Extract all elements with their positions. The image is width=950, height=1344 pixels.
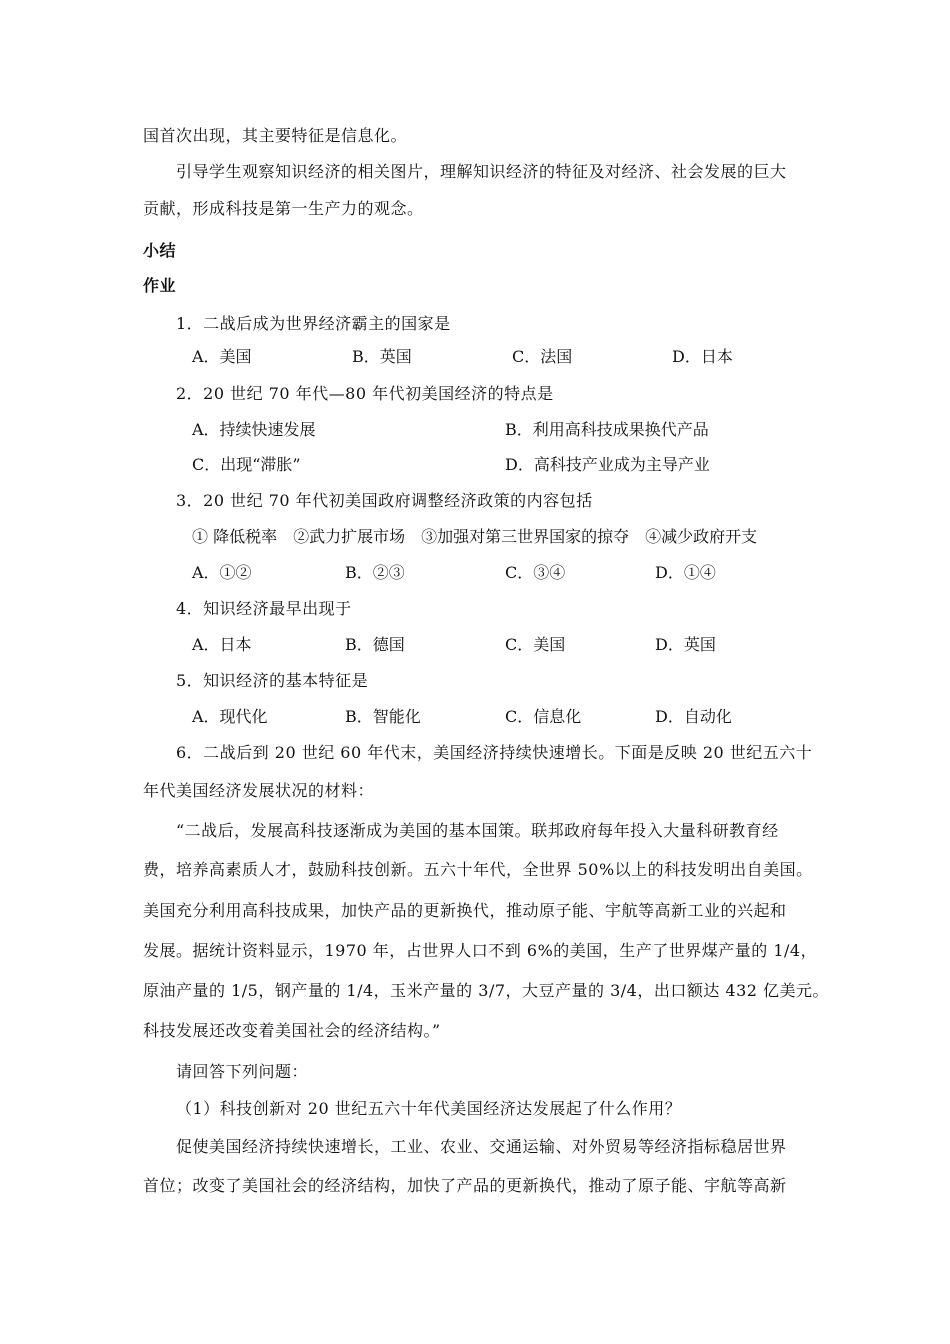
q2-option-c: C．出现“滞胀” [192, 455, 301, 474]
q3-option-a: A．①② [192, 563, 252, 582]
material-line: 原油产量的 1/5，钢产量的 1/4，玉米产量的 3/7，大豆产量的 3/4，出口额达 432 亿美元。 [143, 981, 830, 1000]
q3-option-c: C．③④ [505, 563, 566, 582]
q5-option-b: B．智能化 [345, 707, 421, 726]
question-1-stem: 1．二战后成为世界经济霸主的国家是 [176, 314, 451, 333]
q3-items: ① 降低税率 ②武力扩展市场 ③加强对第三世界国家的掠夺 ④减少政府开支 [192, 527, 758, 546]
material-line: 美国充分利用高科技成果，加快产品的更新换代，推动原子能、宇航等高新工业的兴起和 [143, 901, 787, 920]
summary-heading: 小结 [143, 241, 177, 260]
answer-line: 首位；改变了美国社会的经济结构，加快了产品的更新换代，推动了原子能、宇航等高新 [143, 1176, 787, 1195]
question-6-stem: 6．二战后到 20 世纪 60 年代末，美国经济持续快速增长。下面是反映 20 世纪五六十 [176, 743, 813, 762]
question-2-stem: 2．20 世纪 70 年代—80 年代初美国经济的特点是 [176, 384, 554, 403]
material-line: “二战后，发展高科技逐渐成为美国的基本国策。联邦政府每年投入大量科研教育经 [176, 821, 779, 840]
q1-option-a: A．美国 [192, 347, 252, 366]
q1-option-c: C．法国 [512, 347, 573, 366]
q5-option-a: A．现代化 [192, 707, 268, 726]
q4-option-b: B．德国 [345, 635, 405, 654]
q2-option-b: B．利用高科技成果换代产品 [505, 420, 709, 439]
q1-option-d: D．日本 [672, 347, 733, 366]
q4-option-a: A．日本 [192, 635, 252, 654]
question-4-stem: 4．知识经济最早出现于 [176, 599, 352, 618]
q2-option-a: A．持续快速发展 [192, 420, 316, 439]
homework-heading: 作业 [143, 276, 177, 295]
q4-option-c: C．美国 [505, 635, 566, 654]
paragraph-line: 贡献，形成科技是第一生产力的观念。 [143, 199, 424, 218]
q2-option-d: D．高科技产业成为主导产业 [505, 455, 710, 474]
question-3-stem: 3．20 世纪 70 年代初美国政府调整经济政策的内容包括 [176, 491, 593, 510]
q3-option-d: D．①④ [655, 563, 716, 582]
paragraph-line: 引导学生观察知识经济的相关图片，理解知识经济的特征及对经济、社会发展的巨大 [176, 162, 787, 181]
material-line: 费，培养高素质人才，鼓励科技创新。五六十年代，全世界 50%以上的科技发明出自美国。 [143, 860, 813, 879]
q5-option-c: C．信息化 [505, 707, 582, 726]
q3-option-b: B．②③ [345, 563, 405, 582]
paragraph-line: 国首次出现，其主要特征是信息化。 [143, 126, 408, 145]
answer-line: 促使美国经济持续快速增长，工业、农业、交通运输、对外贸易等经济指标稳居世界 [176, 1137, 787, 1156]
material-line: 科技发展还改变着美国社会的经济结构。” [143, 1021, 441, 1040]
q5-option-d: D．自动化 [655, 707, 732, 726]
question-5-stem: 5．知识经济的基本特征是 [176, 671, 369, 690]
material-line: 发展。据统计资料显示，1970 年，占世界人口不到 6%的美国，生产了世界煤产量的 1/4， [143, 941, 818, 960]
question-6-stem: 年代美国经济发展状况的材料： [143, 781, 375, 800]
q4-option-d: D．英国 [655, 635, 716, 654]
sub-question-1: （1）科技创新对 20 世纪五六十年代美国经济达发展起了什么作用？ [176, 1099, 682, 1118]
q1-option-b: B．英国 [352, 347, 412, 366]
question-prompt: 请回答下列问题： [176, 1062, 309, 1081]
